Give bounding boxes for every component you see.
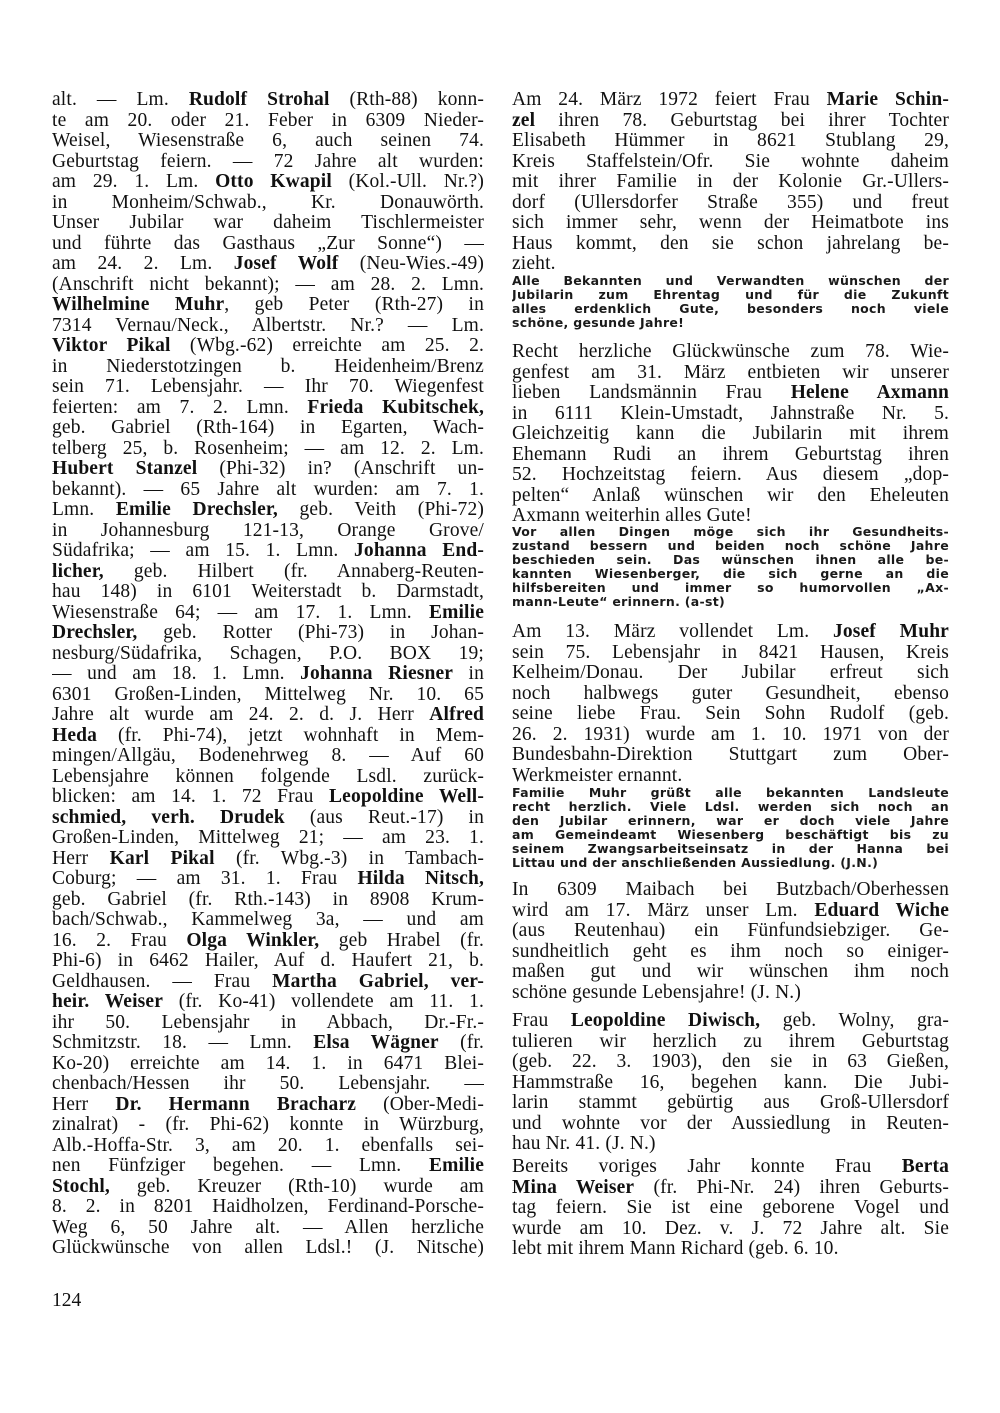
text-line <box>512 1093 949 1114</box>
text-line <box>52 562 484 583</box>
bold-name: Viktor Pikal <box>52 336 171 356</box>
text-line <box>512 901 949 922</box>
text-segment: zieht. <box>512 254 556 274</box>
text-line <box>512 404 949 425</box>
text-segment: alles erdenklich Gute, besonders noch viele <box>512 302 949 316</box>
text-line <box>512 539 949 553</box>
text-line <box>52 131 484 152</box>
text-segment: in Johannesburg 121-13, Orange Grove/ <box>52 520 484 541</box>
bold-name: schmied, verh. Drudek <box>52 807 285 828</box>
text-line <box>512 1178 949 1199</box>
text-line <box>512 725 949 746</box>
text-line <box>52 726 484 747</box>
text-segment: in Niederstotzingen b. Heidenheim/Brenz <box>52 356 484 377</box>
text-segment: ihren 78. Geburtstag bei ihrer Tochter <box>535 110 949 131</box>
bold-name: Frieda Kubitschek, <box>307 397 484 418</box>
text-line <box>52 172 484 193</box>
article-paragraph <box>512 1011 949 1155</box>
text-segment: Kreis Staffelstein/Ofr. Sie wohnte daheim <box>512 151 949 172</box>
text-line <box>512 704 949 725</box>
text-line <box>512 152 949 173</box>
text-segment: geb. Kreuzer (Rth-10) wurde am <box>109 1176 484 1197</box>
bold-name: Mina Weiser <box>512 1177 635 1198</box>
text-line <box>512 553 949 567</box>
text-line <box>512 1032 949 1053</box>
text-line <box>512 828 949 842</box>
text-segment: (Neu-Wies.-49) <box>338 254 484 274</box>
text-line <box>52 890 484 911</box>
text-segment: larin stammt gebürtig aus Groß-Ullersdorf <box>512 1093 949 1113</box>
text-line <box>512 921 949 942</box>
text-segment: Familie Muhr grüßt alle bekannten Landsleute <box>512 786 949 800</box>
bold-name: Stochl, <box>52 1176 110 1197</box>
note-paragraph <box>512 786 949 870</box>
text-segment: zinalrat) - (fr. Phi-62) konnte in Würzburg, <box>52 1115 484 1135</box>
text-segment: geb. Wolny, gra- <box>760 1011 949 1031</box>
text-line <box>512 424 949 445</box>
text-segment: und führte das Gasthaus „Zur Sonne“) — <box>52 233 484 254</box>
text-line <box>52 521 484 542</box>
bold-name: Helene Axmann <box>790 383 949 403</box>
text-line <box>512 643 949 664</box>
text-segment: Vor allen Dingen möge sich ihr Gesundheits- <box>512 525 949 539</box>
text-segment: (fr. Wbg.-3) in Tambach- <box>214 848 484 869</box>
bold-name: Leopoldine Well- <box>329 787 484 807</box>
text-line <box>52 418 484 439</box>
text-line <box>52 910 484 931</box>
text-segment: am 24. 2. Lm. <box>52 254 234 274</box>
text-segment: seinem Zwangsarbeitseinsatz in der Hanna bei <box>512 842 949 856</box>
text-segment: Hammstraße 16, begehen kann. Die Jubi- <box>512 1072 949 1093</box>
text-line <box>52 828 484 849</box>
article-paragraph <box>512 1157 949 1260</box>
bold-name: Emilie <box>428 1156 484 1176</box>
text-segment: Gleichzeitig kann die Jubilarin mit ihrem <box>512 424 949 444</box>
text-segment: feierten: am 7. 2. Lmn. <box>52 397 308 418</box>
text-segment: bach/Schwab., Kammelweg 3a, — und am <box>52 910 484 930</box>
text-segment: (Kol.-Ull. Nr.?) <box>331 172 484 192</box>
text-line <box>512 622 949 643</box>
text-line <box>512 213 949 234</box>
text-segment: mann-Leute“ erinnern. (a-st) <box>512 595 726 609</box>
bold-name: Martha Gabriel, ver- <box>272 971 484 992</box>
text-line <box>52 582 484 603</box>
text-segment: telberg 25, b. Rosenheim; — am 12. 2. Lm. <box>52 438 484 459</box>
text-segment: Coburg; — am 31. 1. Frau <box>52 869 358 889</box>
bold-name: licher, <box>52 561 104 582</box>
text-segment: Kelheim/Donau. Der Jubilar erfreut sich <box>512 663 949 683</box>
text-segment: In 6309 Maibach bei Butzbach/Oberhessen <box>512 880 949 900</box>
text-line <box>52 951 484 972</box>
text-segment: 6301 Großen-Linden, Mittelweg Nr. 10. 65 <box>52 684 484 705</box>
bold-name: Johanna End- <box>354 541 484 561</box>
text-segment: Glückwünsche von allen Ldsl.! (J. Nitsche) <box>52 1238 484 1258</box>
text-segment: kannten Wiesenberger, die sich gerne an die <box>512 567 949 581</box>
bold-name: Johanna Riesner <box>300 664 454 684</box>
text-segment: geb. Veith (Phi-72) <box>277 500 484 520</box>
text-line <box>52 439 484 460</box>
text-line <box>52 1095 484 1116</box>
text-segment: ihr 50. Lebensjahr in Abbach, Dr.-Fr.- <box>52 1012 484 1033</box>
text-segment: 8. 2. in 8201 Haidholzen, Ferdinand-Porsche- <box>52 1197 484 1217</box>
text-line <box>52 459 484 480</box>
text-segment: sundheitlich geht es ihm noch so einiger- <box>512 941 949 962</box>
text-segment: Großen-Linden, Mittelweg 21; — am 23. 1. <box>52 828 484 848</box>
text-line <box>52 644 484 665</box>
text-line <box>512 274 949 288</box>
text-segment: geb. Gabriel (Rth-164) in Egarten, Wach- <box>52 418 484 438</box>
text-line <box>52 111 484 132</box>
text-line <box>52 1013 484 1034</box>
text-line <box>52 1115 484 1136</box>
text-segment: am Gemeindeamt Wiesenberg beschäftigt bis zu <box>512 828 949 842</box>
text-segment: mingen/Allgäu, Bodenehrweg 8. — Auf 60 <box>52 746 484 766</box>
text-line <box>512 506 949 527</box>
text-line <box>52 90 484 111</box>
text-line <box>52 234 484 255</box>
text-line <box>512 254 949 275</box>
text-line <box>52 541 484 562</box>
text-segment: Haus kommt, den sie schon jahrelang be- <box>512 233 949 254</box>
article-paragraph <box>512 342 949 527</box>
text-segment: Jahre alt wurde am 24. 2. d. J. Herr <box>52 705 430 725</box>
text-line <box>512 1134 949 1155</box>
text-line <box>512 1011 949 1032</box>
text-line <box>52 398 484 419</box>
bold-name: Dr. Hermann Bracharz <box>115 1094 357 1115</box>
bold-name: heir. Weiser <box>52 992 164 1012</box>
bold-name: Otto Kwapil <box>215 172 332 192</box>
bold-name: Elsa Wägner <box>313 1033 439 1053</box>
text-segment: 26. 2. 1931) wurde am 1. 10. 1971 von der <box>512 724 949 745</box>
text-segment: Weisel, Wiesenstraße 6, auch seinen 74. <box>52 131 484 151</box>
text-segment: lebt mit ihrem Mann Richard (geb. 6. 10. <box>512 1239 839 1259</box>
text-line <box>52 254 484 275</box>
bold-name: Josef Wolf <box>233 254 339 274</box>
text-line <box>52 480 484 501</box>
text-line <box>52 849 484 870</box>
text-line <box>512 1052 949 1073</box>
text-line <box>52 377 484 398</box>
text-segment: 16. 2. Frau <box>52 930 187 951</box>
text-segment: Littau und der anschließenden Aussiedlung. (J.N.) <box>512 856 879 870</box>
text-segment: Elisabeth Hümmer in 8621 Stublang 29, <box>512 131 949 151</box>
left-column-text <box>52 90 484 1259</box>
text-line <box>512 131 949 152</box>
text-segment: nesburg/Südafrika, Schagen, P.O. BOX 19; <box>52 643 484 664</box>
text-line <box>52 808 484 829</box>
text-segment: (geb. 22. 3. 1903), den sie in 63 Gießen, <box>512 1052 949 1072</box>
text-segment: geb. Hilbert (fr. Annaberg-Reuten- <box>103 561 484 582</box>
text-segment: (Rth-88) konn- <box>329 90 484 110</box>
text-line <box>512 1157 949 1178</box>
text-segment: (Wbg.-62) erreichte am 25. 2. <box>170 336 484 356</box>
text-line <box>512 316 949 330</box>
text-segment: (Phi-32) in? (Anschrift un- <box>197 459 484 479</box>
text-segment: pelten“ Anlaß wünschen wir den Eheleuten <box>512 485 949 506</box>
text-segment: beschieden sein. Das wünschen ihnen alle be- <box>512 553 949 567</box>
text-line <box>52 357 484 378</box>
text-line <box>512 234 949 255</box>
text-segment: (Anschrift nicht bekannt); — am 28. 2. Lmn. <box>52 274 484 295</box>
text-segment: noch halbwegs guter Gesundheit, ebenso <box>512 683 949 704</box>
text-segment: — und am 18. 1. Lmn. <box>52 664 301 684</box>
text-line <box>512 90 949 111</box>
bold-name: zel <box>512 110 536 131</box>
text-line <box>52 746 484 767</box>
text-line <box>512 465 949 486</box>
text-segment: hilfsbereiten und immer so humorvollen „Ax- <box>512 581 949 595</box>
text-segment: in Monheim/Schwab., Kr. Donauwörth. <box>52 192 484 213</box>
text-line <box>52 1218 484 1239</box>
text-segment: Geldhausen. — Frau <box>52 971 273 992</box>
text-line <box>512 302 949 316</box>
text-line <box>512 800 949 814</box>
text-line <box>52 1054 484 1075</box>
bold-name: Heda <box>52 725 98 746</box>
text-segment: zustand bessern und beiden noch schöne Jahre <box>512 539 949 553</box>
text-line <box>52 972 484 993</box>
text-line <box>52 931 484 952</box>
text-line <box>512 342 949 363</box>
text-segment: Ehemann Rudi an ihrem Geburtstag ihren <box>512 444 949 465</box>
text-segment: lieben Landsmännin Frau <box>512 383 791 403</box>
text-segment: sein 71. Lebensjahr. — Ihr 70. Wiegenfest <box>52 377 484 397</box>
bold-name: Hubert Stanzel <box>52 459 198 479</box>
text-segment: geb. Rotter (Phi-73) in Johan- <box>137 623 484 643</box>
article-paragraph <box>512 622 949 786</box>
text-segment: Ko-20) erreichte am 14. 1. in 6471 Blei- <box>52 1053 484 1074</box>
text-segment: Wiesenstraße 64; — am 17. 1. Lmn. <box>52 602 429 623</box>
text-segment: recht herzlich. Viele Ldsl. werden sich noch an <box>512 800 949 814</box>
text-line <box>512 445 949 466</box>
text-segment: geb. Gabriel (fr. Rth.-143) in 8908 Krum- <box>52 889 484 910</box>
bold-name: Emilie Drechsler, <box>115 500 278 520</box>
article-paragraph <box>512 880 949 1003</box>
text-segment: nen Fünfziger begehen. — Lmn. <box>52 1156 429 1176</box>
text-line <box>52 705 484 726</box>
text-line <box>512 814 949 828</box>
bold-name: Josef Muhr <box>832 622 949 642</box>
text-line <box>512 983 949 1004</box>
text-line <box>512 962 949 983</box>
text-line <box>512 363 949 384</box>
text-line <box>512 856 949 870</box>
text-line <box>52 685 484 706</box>
text-segment: Alb.-Hoffa-Str. 3, am 20. 1. ebenfalls sei- <box>52 1135 484 1156</box>
text-segment: hau 148) in 6101 Weiterstadt b. Darmstadt, <box>52 582 484 602</box>
text-line <box>512 567 949 581</box>
text-segment: in 6111 Klein-Umstadt, Jahnstraße Nr. 5. <box>512 403 949 424</box>
text-segment: bekannt). — 65 Jahre alt wurden: am 7. 1. <box>52 479 484 500</box>
text-segment: Bereits voriges Jahr konnte Frau <box>512 1157 902 1177</box>
text-segment: (fr. Ko-41) vollendete am 11. 1. <box>163 992 484 1012</box>
text-line <box>512 486 949 507</box>
text-segment: genfest am 31. März entbieten wir unserer <box>512 362 949 383</box>
text-line <box>52 603 484 624</box>
bold-name: Drechsler, <box>52 623 138 643</box>
bold-name: Hilda Nitsch, <box>357 869 484 889</box>
bold-name: Eduard Wiche <box>814 900 949 921</box>
text-line <box>512 745 949 766</box>
text-line <box>512 193 949 214</box>
text-segment: tag feiern. Sie ist eine geborene Vogel und <box>512 1198 949 1218</box>
text-segment: maßen gut und wir wünschen ihm noch <box>512 962 949 982</box>
text-segment: in <box>453 664 484 684</box>
text-line <box>512 786 949 800</box>
text-line <box>512 581 949 595</box>
text-segment: Herr <box>52 1094 116 1115</box>
bold-name: Alfred <box>429 705 484 725</box>
text-segment: Schmitzstr. 18. — Lmn. <box>52 1033 314 1053</box>
text-segment: seine liebe Frau. Sein Sohn Rudolf (geb. <box>512 704 949 724</box>
text-segment: am 29. 1. Lm. <box>52 172 216 192</box>
text-line <box>512 383 949 404</box>
text-segment: (fr. Phi-74), jetzt wohnhaft in Mem- <box>97 725 484 746</box>
text-segment: Axmann weiterhin alles Gute! <box>512 506 752 526</box>
text-line <box>512 942 949 963</box>
text-segment: dorf (Ullersdorfer Straße 355) und freut <box>512 192 949 213</box>
text-segment: Lmn. <box>52 500 116 520</box>
text-line <box>52 1136 484 1157</box>
text-line <box>52 1156 484 1177</box>
article-paragraph <box>512 90 949 275</box>
page-number: 124 <box>52 1290 82 1311</box>
text-line <box>52 1238 484 1259</box>
text-line <box>512 663 949 684</box>
text-segment: wird am 17. März unser Lm. <box>512 900 815 921</box>
note-paragraph <box>512 274 949 330</box>
text-line <box>512 766 949 787</box>
text-line <box>512 172 949 193</box>
text-line <box>52 193 484 214</box>
text-segment: schöne gesunde Lebensjahre! (J. N.) <box>512 982 801 1003</box>
text-segment: chenbach/Hessen ihr 50. Lebensjahr. — <box>52 1074 484 1094</box>
bold-name: Olga Winkler, <box>186 930 320 951</box>
text-line <box>52 664 484 685</box>
text-segment: Frau <box>512 1011 571 1031</box>
bold-name: Leopoldine Diwisch, <box>570 1011 761 1031</box>
text-segment: Südafrika; — am 15. 1. Lmn. <box>52 541 355 561</box>
text-segment: blicken: am 14. 1. 72 Frau <box>52 787 329 807</box>
text-line <box>512 880 949 901</box>
text-line <box>52 500 484 521</box>
text-line <box>512 1198 949 1219</box>
text-segment: , geb Peter (Rth-27) in <box>224 295 484 315</box>
text-segment: (fr. Phi-Nr. 24) ihren Geburts- <box>634 1177 949 1198</box>
text-segment: und wohnte vor der Aussiedlung in Reuten- <box>512 1113 949 1134</box>
text-line <box>512 111 949 132</box>
text-segment: Jubilarin zum Ehrentag und für die Zukunft <box>512 288 949 302</box>
text-segment: Weg 6, 50 Jahre alt. — Allen herzliche <box>52 1217 484 1238</box>
text-segment: Werkmeister ernannt. <box>512 765 683 786</box>
text-line <box>512 842 949 856</box>
text-line <box>52 1074 484 1095</box>
text-line <box>52 767 484 788</box>
text-segment: wurde am 10. Dez. v. J. 72 Jahre alt. Sie <box>512 1218 949 1239</box>
text-segment: (fr. <box>438 1033 484 1053</box>
bold-name: Karl Pikal <box>109 848 215 869</box>
text-line <box>52 1177 484 1198</box>
bold-name: Wilhelmine Muhr <box>52 295 225 315</box>
text-segment: tulieren wir herzlich zu ihrem Geburtstag <box>512 1031 949 1052</box>
text-line <box>52 152 484 173</box>
text-segment: Lebensjahre können folgende Lsdl. zurück- <box>52 766 484 787</box>
text-line <box>52 275 484 296</box>
text-line <box>52 295 484 316</box>
text-segment: sich immer sehr, wenn der Heimatbote ins <box>512 213 949 233</box>
text-line <box>52 869 484 890</box>
text-segment: te am 20. oder 21. Feber in 6309 Nieder- <box>52 110 484 131</box>
text-segment: Am 13. März vollendet Lm. <box>512 622 833 642</box>
text-line <box>52 316 484 337</box>
text-line <box>512 288 949 302</box>
text-line <box>512 684 949 705</box>
text-line <box>52 787 484 808</box>
text-segment: 7314 Vernau/Neck., Albertstr. Nr.? — Lm. <box>52 315 484 336</box>
text-segment: Recht herzliche Glückwünsche zum 78. Wie- <box>512 342 949 362</box>
text-line <box>512 595 949 609</box>
bold-name: Rudolf Strohal <box>188 90 330 110</box>
bold-name: Marie Schin- <box>826 90 949 110</box>
text-segment: Geburtstag feiern. — 72 Jahre alt wurden: <box>52 151 484 172</box>
bold-name: Emilie <box>428 602 484 623</box>
text-segment: (aus Reutenhau) ein Fünfundsiebziger. Ge- <box>512 921 949 941</box>
text-segment: geb Hrabel (fr. <box>319 930 484 951</box>
text-segment: mit ihrer Familie in der Kolonie Gr.-Ullers- <box>512 172 949 192</box>
note-paragraph <box>512 525 949 609</box>
text-line <box>512 1239 949 1260</box>
text-segment: den Jubilar erinnern, war er doch viele Jahre <box>512 814 949 828</box>
text-segment: Alle Bekannten und Verwandten wünschen der <box>512 274 949 288</box>
text-line <box>52 1197 484 1218</box>
text-line <box>512 1219 949 1240</box>
text-line <box>52 1033 484 1054</box>
text-line <box>52 213 484 234</box>
text-line <box>512 525 949 539</box>
text-segment: schöne, gesunde Jahre! <box>512 316 685 330</box>
text-segment: (Ober-Medi- <box>356 1094 484 1115</box>
text-line <box>52 992 484 1013</box>
bold-name: Berta <box>901 1157 949 1177</box>
text-line <box>52 336 484 357</box>
text-segment: Unser Jubilar war daheim Tischlermeister <box>52 213 484 233</box>
text-segment: alt. — Lm. <box>52 90 189 110</box>
text-segment: Am 24. März 1972 feiert Frau <box>512 90 827 110</box>
text-segment: Herr <box>52 848 110 869</box>
text-segment: 52. Hochzeitstag feiern. Aus diesem „dop- <box>512 465 949 485</box>
text-segment: hau Nr. 41. (J. N.) <box>512 1134 656 1154</box>
text-line <box>512 1114 949 1135</box>
text-segment: Phi-6) in 6462 Hailer, Auf d. Haufert 21, b. <box>52 951 484 971</box>
text-line <box>512 1073 949 1094</box>
text-line <box>52 623 484 644</box>
text-segment: (aus Reut.-17) in <box>284 807 484 828</box>
text-segment: sein 75. Lebensjahr in 8421 Hausen, Kreis <box>512 642 949 663</box>
text-segment: Bundesbahn-Direktion Stuttgart zum Ober- <box>512 745 949 765</box>
